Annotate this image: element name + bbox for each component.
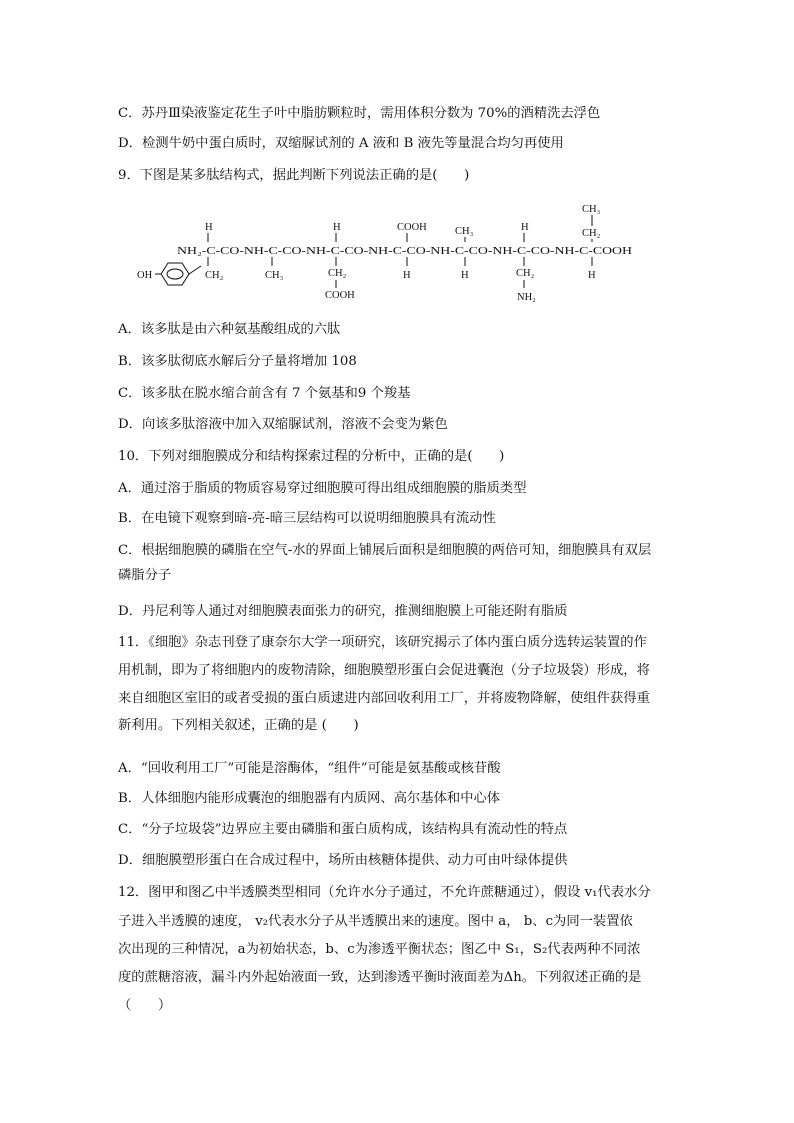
formula-top-h2: H	[333, 222, 341, 233]
q8-option-c: C．苏丹Ⅲ染液鉴定花生子叶中脂肪颗粒时，需用体积分数为 70%的酒精洗去浮色	[118, 106, 601, 121]
formula-top-h3: H	[521, 222, 529, 233]
q11-option-a: A．“回收利用工厂”可能是溶酶体，“组件”可能是氨基酸或核苷酸	[118, 761, 501, 776]
formula-bottom-h2: H	[461, 270, 469, 281]
formula-top-ch3-b: CH₃	[582, 204, 601, 215]
formula-bottom-cooh: COOH	[325, 290, 355, 301]
q10-option-c-line1: C．根据细胞膜的磷脂在空气-水的界面上铺展后面积是细胞膜的两倍可知，细胞膜具有双层	[118, 543, 652, 558]
q12-stem-line5: （ ）	[118, 998, 172, 1013]
q12-stem-line2: 子进入半透膜的速度， v₂代表水分子从半透膜出来的速度。图中 a， b、c为同一装置依	[118, 914, 633, 929]
q12-stem-line3: 次出现的三种情况，a为初始状态，b、c为渗透平衡状态；图乙中 S₁，S₂代表两种不同浓	[118, 942, 641, 957]
q9-option-c: C．该多肽在脱水缩合前含有 7 个氨基和9 个羧基	[118, 386, 411, 401]
polypeptide-structure-formula	[135, 200, 655, 305]
formula-phenol-oh: OH	[137, 270, 153, 281]
q12-stem-line1: 12．图甲和图乙中半透膜类型相同（允许水分子通过，不允许蔗糖通过），假设 v₁代表水分	[118, 885, 651, 900]
formula-bottom-ch3: CH₃	[265, 270, 284, 281]
q10-option-d: D．丹尼利等人通过对细胞膜表面张力的研究，推测细胞膜上可能还附有脂质	[118, 604, 568, 619]
q11-stem-line3: 来自细胞区室旧的或者受损的蛋白质逮进内部回收利用工厂，并将废物降解，使组件获得重	[118, 691, 650, 706]
q10-option-c-line2: 磷脂分子	[118, 568, 172, 583]
benzene-ring-icon	[155, 263, 201, 285]
formula-top-cooh: COOH	[397, 222, 427, 233]
formula-bottom-h3: H	[588, 270, 596, 281]
formula-bottom-ch2-a: CH₂	[205, 270, 224, 281]
q11-option-b: B．人体细胞内能形成囊泡的细胞器有内质网、高尔基体和中心体	[118, 791, 501, 806]
formula-top-h1: H	[205, 222, 213, 233]
q11-stem-line2: 用机制，即为了将细胞内的废物清除，细胞膜塑形蛋白会促进囊泡（分子垃圾袋）形成，将	[118, 663, 650, 678]
q8-option-d: D．检测牛奶中蛋白质时，双缩脲试剂的 A 液和 B 液先等量混合均匀再使用	[118, 136, 564, 151]
q9-option-b: B．该多肽彻底水解后分子量将增加 108	[118, 354, 357, 369]
q9-option-d: D．向该多肽溶液中加入双缩脲试剂，溶液不会变为紫色	[118, 417, 448, 432]
formula-bottom-ch2-b: CH₂	[328, 268, 347, 279]
q11-option-c: C．“分子垃圾袋”边界应主要由磷脂和蛋白质构成，该结构具有流动性的特点	[118, 822, 568, 837]
formula-bottom-ch2-c: CH₂	[516, 268, 535, 279]
q10-stem: 10．下列对细胞膜成分和结构探索过程的分析中，正确的是( )	[118, 449, 505, 464]
formula-main-chain: NH₂-C-CO-NH-C-CO-NH-C-CO-NH-C-CO-NH-C-CO-NH-C-CO-NH-C-COOH	[177, 246, 633, 257]
formula-bottom-nh2: NH₂	[517, 292, 536, 303]
q12-stem-line4: 度的蔗糖溶液，漏斗内外起始液面一致，达到渗透平衡时液面差为Δh。下列叙述正确的是	[118, 970, 642, 985]
formula-top-ch3: CH₃	[455, 226, 474, 237]
formula-top-ch2: CH₂	[582, 228, 601, 239]
q11-stem-line4: 新利用。下列相关叙述，正确的是 ( )	[118, 718, 359, 733]
q11-stem-line1: 11．《细胞》杂志刊登了康奈尔大学一项研究，该研究揭示了体内蛋白质分选转运装置的作	[118, 635, 647, 650]
q11-option-d: D．细胞膜塑形蛋白在合成过程中，场所由核糖体提供、动力可由叶绿体提供	[118, 853, 568, 868]
q10-option-b: B．在电镜下观察到暗-亮-暗三层结构可以说明细胞膜具有流动性	[118, 511, 496, 526]
formula-bottom-h1: H	[403, 270, 411, 281]
q9-option-a: A．该多肽是由六种氨基酸组成的六肽	[118, 322, 341, 337]
q10-option-a: A．通过溶于脂质的物质容易穿过细胞膜可得出组成细胞膜的脂质类型	[118, 481, 527, 496]
q9-stem: 9．下图是某多肽结构式，据此判断下列说法正确的是( )	[118, 168, 470, 183]
